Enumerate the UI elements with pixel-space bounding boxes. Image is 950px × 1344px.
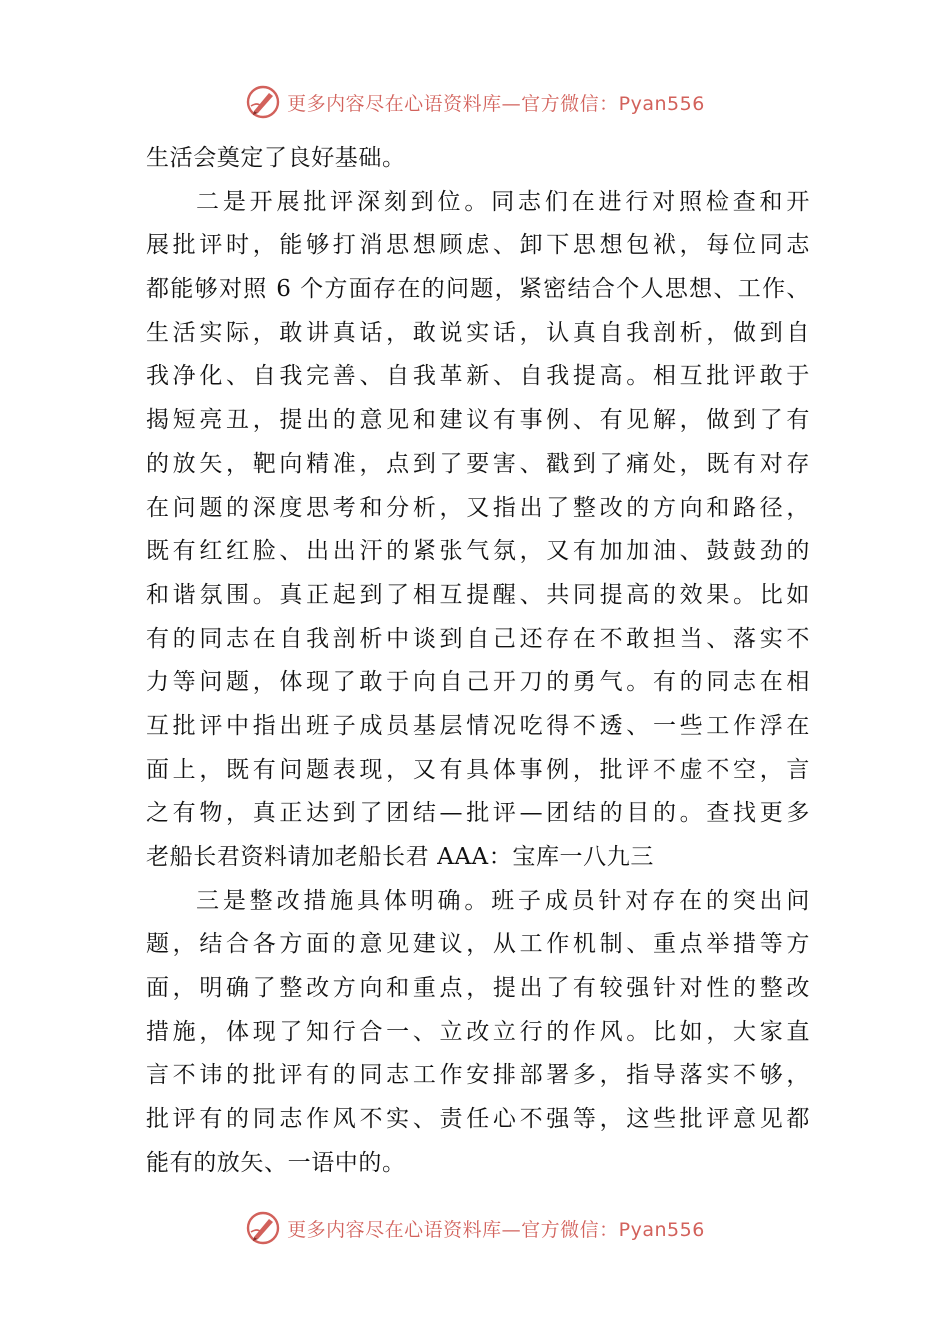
text-line: 展批评时，能够打消思想顾虑、卸下思想包袱，每位同志	[146, 232, 810, 259]
text-line: 三是整改措施具体明确。班子成员针对存在的突出问	[196, 887, 810, 914]
text-line: 生活会奠定了良好基础。	[146, 145, 406, 171]
document-body	[146, 137, 810, 1186]
text-line: 力等问题，体现了敢于向自己开刀的勇气。有的同志在相	[146, 669, 810, 696]
text-line: 批评有的同志作风不实、责任心不强等，这些批评意见都	[146, 1106, 810, 1133]
text-line: 都能够对照 6 个方面存在的问题，紧密结合个人思想、工作、	[146, 276, 810, 303]
text-line: 有的同志在自我剖析中谈到自己还存在不敢担当、落实不	[146, 625, 810, 652]
text-line: 我净化、自我完善、自我革新、自我提高。相互批评敢于	[146, 363, 810, 390]
text-line: 能有的放矢、一语中的。	[146, 1149, 406, 1176]
text-line: 之有物，真正达到了团结—批评—团结的目的。查找更多	[146, 800, 810, 827]
text-line: 面上，既有问题表现，又有具体事例，批评不虚不空，言	[146, 756, 810, 783]
text-line: 生活实际，敢讲真话，敢说实话，认真自我剖析，做到自	[146, 319, 810, 346]
footer-banner	[0, 1208, 950, 1248]
text-line: 二是开展批评深刻到位。同志们在进行对照检查和开	[196, 188, 810, 215]
pen-logo-icon	[245, 1210, 281, 1246]
text-line: 在问题的深度思考和分析，又指出了整改的方向和路径，	[146, 494, 810, 521]
text-line: 互批评中指出班子成员基层情况吃得不透、一些工作浮在	[146, 712, 810, 739]
text-line: 揭短亮丑，提出的意见和建议有事例、有见解，做到了有	[146, 407, 810, 434]
pen-logo-icon	[245, 84, 281, 120]
text-line: 面，明确了整改方向和重点，提出了有较强针对性的整改	[146, 975, 810, 1002]
text-line: 题，结合各方面的意见建议，从工作机制、重点举措等方	[146, 931, 810, 958]
wechat-id: Pyan556	[618, 92, 705, 115]
text-line: 的放矢，靶向精准，点到了要害、戳到了痛处，既有对存	[146, 450, 810, 477]
text-line: 措施，体现了知行合一、立改立行的作风。比如，大家直	[146, 1018, 810, 1045]
banner-text: 更多内容尽在心语资料库—官方微信：Pyan556	[287, 92, 705, 115]
text-line: 既有红红脸、出出汗的紧张气氛，又有加加油、鼓鼓劲的	[146, 538, 810, 565]
text-line: 言不讳的批评有的同志工作安排部署多，指导落实不够，	[146, 1062, 810, 1089]
banner-text: 更多内容尽在心语资料库—官方微信：Pyan556	[287, 1218, 705, 1241]
wechat-id: Pyan556	[618, 1218, 705, 1241]
header-banner	[0, 82, 950, 122]
text-line: 老船长君资料请加老船长君 AAA：宝库一八九三	[146, 844, 654, 870]
text-line: 和谐氛围。真正起到了相互提醒、共同提高的效果。比如	[146, 581, 810, 608]
